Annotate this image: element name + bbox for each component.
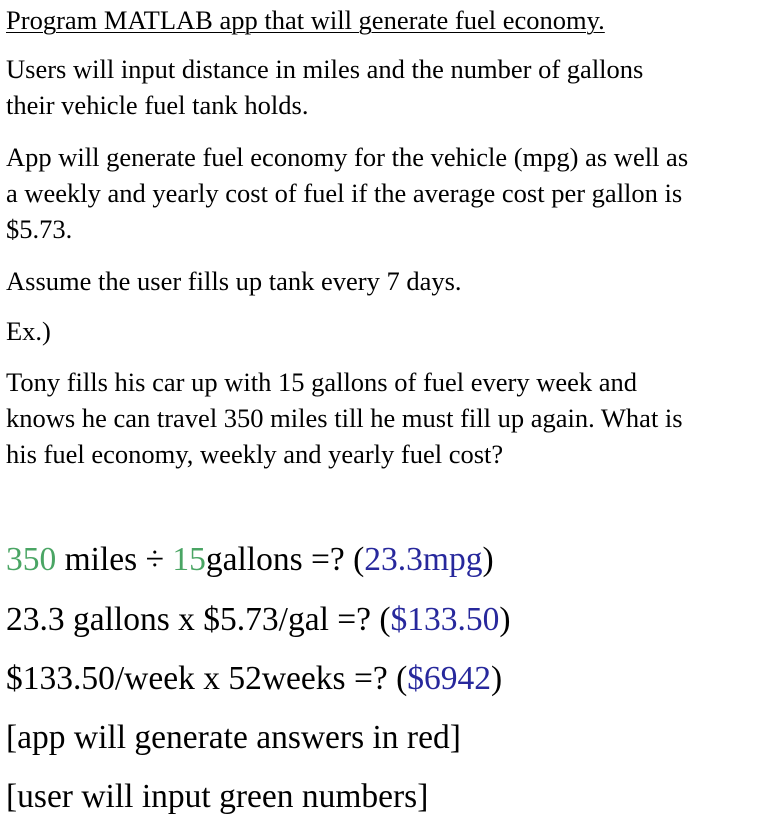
- equation-fuel-economy-text-2: gallons =? (: [205, 541, 365, 578]
- paragraph-assumption: Assume the user fills up tank every 7 days.: [6, 266, 462, 296]
- equation-fuel-economy-text-1: miles ÷: [56, 541, 173, 578]
- weekly-cost-answer: $133.50: [390, 601, 500, 638]
- equation-yearly-cost: [6, 657, 502, 701]
- example-problem-line-2: knows he can travel 350 miles till he must fill up again. What is: [6, 403, 683, 433]
- input-miles-value: 350: [6, 541, 57, 578]
- equation-fuel-economy: [6, 538, 494, 582]
- yearly-cost-answer: $6942: [407, 660, 491, 697]
- fuel-economy-answer: 23.3mpg: [364, 541, 483, 578]
- paragraph-app-generate-line-3: $5.73.: [6, 214, 73, 244]
- example-problem-line-3: his fuel economy, weekly and yearly fuel cost?: [6, 439, 504, 469]
- equation-fuel-economy-close: ): [482, 541, 494, 578]
- paragraph-users-input-line-2: their vehicle fuel tank holds.: [6, 90, 309, 120]
- paragraph-app-generate-line-2: a weekly and yearly cost of fuel if the average cost per gallon is: [6, 178, 683, 208]
- equation-yearly-cost-close: ): [491, 660, 503, 697]
- document-title: Program MATLAB app that will generate fuel economy.: [6, 5, 605, 35]
- example-label: Ex.): [6, 316, 51, 346]
- equation-weekly-cost-text: 23.3 gallons x $5.73/gal =? (: [6, 601, 391, 638]
- paragraph-users-input-line-1: Users will input distance in miles and the number of gallons: [6, 54, 644, 84]
- note-user-inputs: [user will input green numbers]: [6, 778, 429, 815]
- paragraph-app-generate-line-1: App will generate fuel economy for the vehicle (mpg) as well as: [6, 142, 689, 172]
- equation-yearly-cost-text: $133.50/week x 52weeks =? (: [6, 660, 408, 697]
- example-problem-line-1: Tony fills his car up with 15 gallons of fuel every week and: [6, 367, 638, 397]
- equation-weekly-cost: [6, 598, 511, 642]
- input-gallons-value: 15: [172, 541, 206, 578]
- note-app-answers: [app will generate answers in red]: [6, 719, 461, 756]
- equation-weekly-cost-close: ): [499, 601, 511, 638]
